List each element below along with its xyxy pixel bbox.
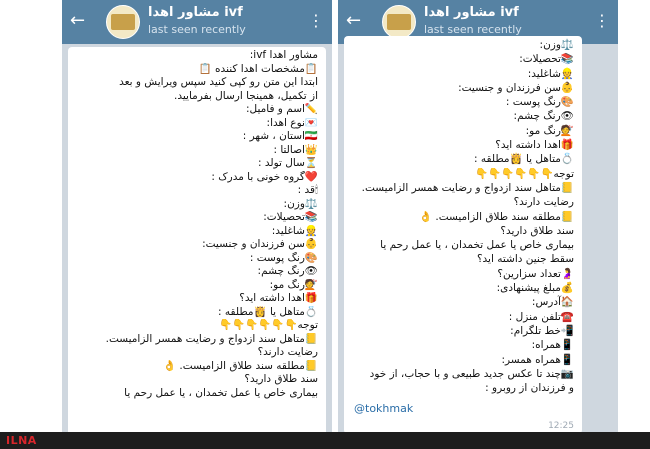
message-text [68, 47, 326, 400]
message-line: 👶سن فرزندان و جنسیت: [458, 81, 574, 94]
message-line: و فرزندان از روبرو : [485, 382, 574, 395]
message-line: 📒متاهل سند ازدواج و رضایت همسر الزامیست. [361, 181, 574, 194]
message-line: 📱همراه: [531, 339, 574, 352]
message-line: 🎁اهدا داشته اید؟ [495, 139, 574, 152]
chat-title[interactable]: مشاور اهدا ivf [148, 5, 243, 20]
message-line: 💍متاهل یا 👸مطلقه : [218, 305, 318, 318]
message-line: ابتدا این متن رو کپی کنید سپس ویرایش و بعد [119, 76, 318, 88]
message-line: 📷چند تا عکس جدید طبیعی و با حجاب، از خود [369, 367, 574, 380]
message-line: بیماری خاص یا عمل تخمدان ، یا عمل رحم یا [380, 239, 574, 252]
chat-title[interactable]: مشاور اهدا ivf [424, 5, 519, 20]
message-line: 💰مبلغ پیشنهادی: [496, 282, 574, 295]
chat-status: last seen recently [424, 23, 522, 36]
message-bubble[interactable] [344, 36, 582, 434]
message-line: 📒متاهل سند ازدواج و رضایت همسر الزامیست. [105, 332, 318, 345]
message-line: 👑اصالتا : [273, 143, 318, 156]
message-time: 12:25 [548, 421, 574, 431]
message-line: 👷شاغلید: [527, 67, 574, 80]
channel-avatar[interactable] [106, 5, 140, 39]
message-line: 📲خط تلگرام: [510, 324, 574, 337]
mention-link[interactable]: @tokhmak [354, 402, 414, 415]
message-line: 🤰تعداد سزارین؟ [497, 267, 574, 280]
message-line: 💍متاهل یا 👸مطلقه : [474, 153, 574, 166]
message-bubble[interactable] [68, 47, 326, 449]
message-line: 👁رنگ چشم: [513, 110, 574, 123]
message-line: سقط جنین داشته اید؟ [476, 253, 574, 266]
watermark-bar [0, 432, 650, 449]
message-line: 📱همراه همسر: [501, 353, 574, 366]
message-line: ⏳سال تولد : [258, 157, 318, 169]
back-arrow-icon[interactable]: ← [346, 10, 362, 31]
message-line: ⚖️وزن: [539, 39, 574, 51]
message-line: رضایت دارند؟ [257, 346, 318, 358]
message-line: ⚖️وزن: [283, 197, 318, 210]
chat-screen-right [338, 0, 618, 449]
message-line: 💇رنگ مو: [269, 278, 318, 291]
message-line: از تکمیل، همینجا ارسال بفرمایید. [174, 89, 318, 102]
more-vert-icon[interactable]: ⋮ [594, 11, 610, 30]
message-line: 👶سن فرزندان و جنسیت: [202, 238, 318, 250]
channel-avatar[interactable] [382, 5, 416, 39]
message-line: ✏️اسم و فامیل: [245, 103, 318, 115]
message-line: 📋مشخصات اهدا کننده 📋 [198, 62, 318, 75]
message-line: رضایت دارند؟ [513, 196, 574, 209]
message-line: ❤️گروه خونی با مدرک : [211, 170, 318, 183]
back-arrow-icon[interactable]: ← [70, 10, 86, 31]
message-line: 💌نوع اهدا: [266, 116, 318, 129]
watermark-logo: ILNA [6, 434, 37, 447]
message-line: ☎️تلفن منزل : [508, 310, 574, 323]
message-line: توجه👇👇👇👇👇👇 [475, 167, 574, 180]
more-vert-icon[interactable]: ⋮ [308, 11, 324, 30]
message-line: سند طلاق دارید؟ [500, 224, 574, 237]
message-line: 📒مطلقه سند طلاق الزامیست. 👌 [162, 359, 318, 372]
message-line: 👁رنگ چشم: [257, 265, 318, 277]
message-line: 🎁اهدا داشته اید؟ [239, 292, 318, 304]
message-line: سند طلاق دارید؟ [244, 373, 318, 385]
message-line: 👷شاغلید: [271, 224, 318, 237]
message-line: 🏠آدرس: [531, 296, 574, 309]
message-line: 🕯قد : [297, 184, 318, 196]
message-line: 📚تحصیلات: [263, 211, 318, 223]
message-line: 💇رنگ مو: [525, 124, 574, 137]
message-line: 📒مطلقه سند طلاق الزامیست. 👌 [418, 210, 574, 223]
message-line: 📚تحصیلات: [519, 53, 574, 66]
message-line: توجه👇👇👇👇👇👇 [219, 319, 318, 331]
message-line: 🎨رنگ پوست : [249, 251, 318, 264]
message-line: 🇮🇷استان ، شهر : [242, 130, 318, 142]
message-text [344, 36, 582, 395]
message-line: 🎨رنگ پوست : [505, 96, 574, 109]
chat-status: last seen recently [148, 23, 246, 36]
message-line: بیماری خاص یا عمل تخمدان ، یا عمل رحم یا [124, 386, 318, 399]
message-line: مشاور اهدا ivf: [249, 49, 318, 61]
chat-header [62, 0, 332, 44]
chat-screen-left [62, 0, 332, 449]
